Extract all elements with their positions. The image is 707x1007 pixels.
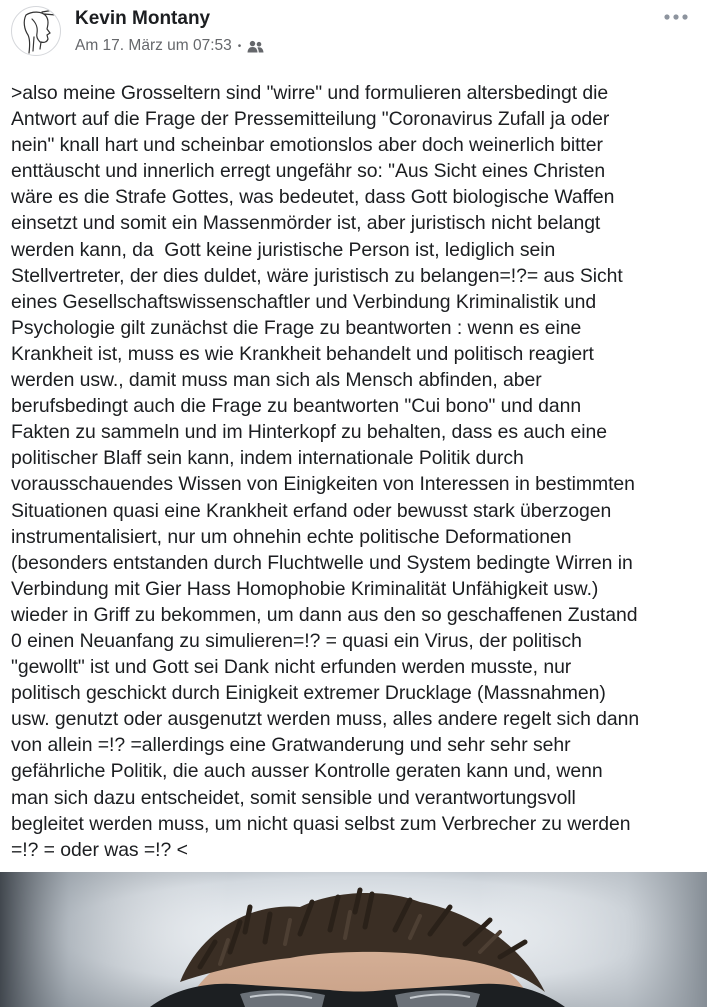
avatar-sketch bbox=[12, 7, 61, 56]
meta-separator: • bbox=[237, 40, 242, 52]
friends-icon[interactable] bbox=[247, 40, 264, 54]
post-body-text: >also meine Grosseltern sind "wirre" und formulieren altersbedingt die Antwort auf die Frage der Pressemitteilung "Coronavirus Zufall ja oder nein" knall hart und scheinbar emotionslos aber doch weinerlich bitter enttäuscht und innerlich erregt ungefähr so: "Aus Sicht eines Christen wäre es die Strafe Gottes, was bedeutet, dass Gott biologische Waffen einsetzt und somit ein Massenmörder ist, aber juristisch nicht belangt werden kann, da Gott keine juristische Person ist, lediglich sein Stellvertreter, der dies duldet, wäre juristisch zu belangen=!?= aus Sicht eines Gesellschaftswissenschaftler und Verbindung Kriminalistik und Psychologie gilt zunächst die Frage zu beantworten : wenn es eine Krankheit ist, muss es wie Krankheit behandelt und politisch reagiert werden usw., damit muss man sich als Mensch abfinden, aber berufsbedingt auch die Frage zu beantworten "Cui bono" und dann Fakten zu sammeln und im Hinterkopf zu behalten, dass es auch eine politischer Blaff sein kann, indem internationale Politik durch vorausschauendes Wissen von Einigkeiten von Interessen in bestimmten Situationen quasi eine Krankheit erfand oder bewusst stark überzogen instrumentalisiert, nur um ohnehin echte politische Deformationen (besonders entstanden durch Fluchtwelle und System bedingte Wirren in Verbindung mit Gier Hass Homophobie Kriminalität Unfähigkeit usw.) wieder in Griff zu bekommen, um dann aus den so geschaffenen Zustand 0 einen Neuanfang zu simulieren=!? = quasi ein Virus, der politisch "gewollt" ist und Gott sei Dank nicht erfunden werden musste, nur politisch geschickt durch Einigkeit extremer Drucklage (Massnahmen) usw. genutzt oder ausgenutzt werden muss, alles andere regelt sich dann von allein =!? =allerdings eine Gratwanderung und sehr sehr sehr gefährliche Politik, die auch ausser Kontrolle geraten kann und, wenn man sich dazu entscheidet, somit sensible und verantwortungsvoll begleitet werden muss, um nicht quasi selbst zum Verbrecher zu werden =!? = oder was =!? < bbox=[11, 82, 640, 861]
avatar[interactable] bbox=[11, 6, 61, 56]
post-meta bbox=[75, 37, 264, 55]
more-options-button[interactable] bbox=[660, 6, 692, 28]
more-options-icon bbox=[664, 14, 688, 20]
photo-content bbox=[0, 872, 707, 1007]
post-header bbox=[0, 0, 707, 70]
post-photo[interactable] bbox=[0, 872, 707, 1007]
post-timestamp[interactable]: Am 17. März um 07:53 bbox=[75, 37, 232, 54]
author-name[interactable]: Kevin Montany bbox=[75, 8, 211, 29]
